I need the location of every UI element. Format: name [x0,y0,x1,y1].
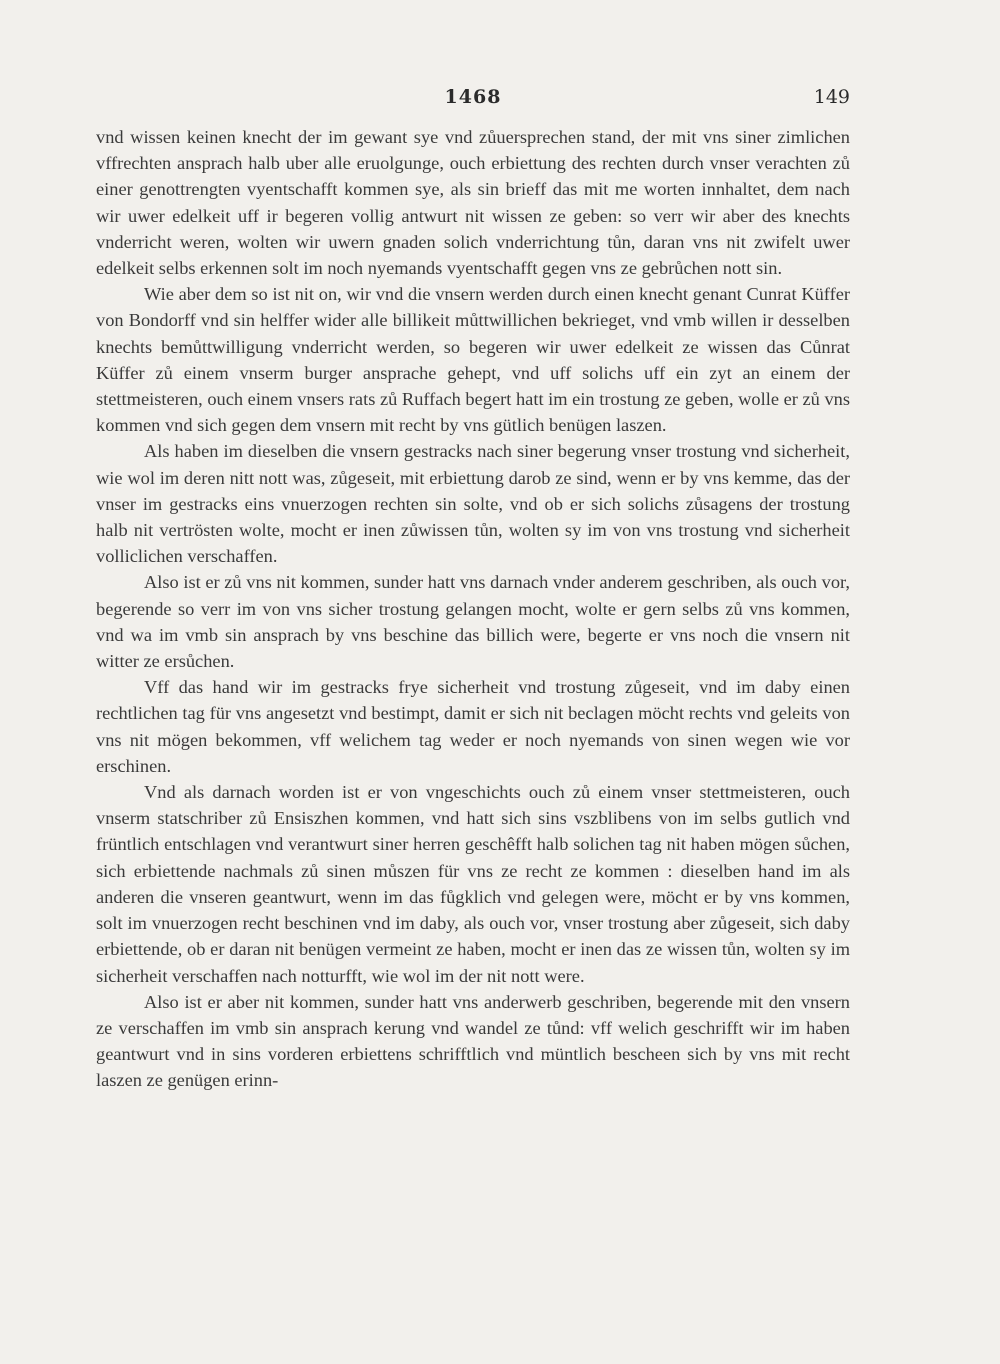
body-text [96,124,850,1094]
page-header [96,86,850,112]
paragraph-4: Also ist er zů vns nit kommen, sunder hatt vns darnach vnder anderem geschriben, als ouch vor, begerende so verr im von vns sicher trostung gelangen mocht, wolte er gern selbs zů vns kommen, vnd wa im vmb sin ansprach by vns beschine das billich were, begerte er vns noch die vnsern nit witter ze ersůchen. [96,572,850,672]
paragraph-5: Vff das hand wir im gestracks frye sicherheit vnd trostung zůgeseit, vnd im daby einen rechtlichen tag für vns angesetzt vnd bestimpt, damit er sich nit beclagen möcht rechts vnd geleits von vns nit mögen bekommen, vff welichem tag weder er noch nyemands von sinen wegen wie vor erschinen. [96,677,850,776]
paragraph-1: vnd wissen keinen knecht der im gewant sye vnd zůuersprechen stand, der mit vns siner zimlichen vffrechten ansprach halb uber alle eruolgunge, ouch erbiettung des rechten durch vnser verachten zů einer genottrengten vyentschafft kommen sye, als sin brieff das mit me worten innhaltet, dem nach wir uwer edelkeit uff ir begeren vollig antwurt nit wissen ze geben: so verr wir aber des knechts vnderricht weren, wolten wir uwern gnaden solich vnderrichtung tůn, daran vns nit zwifelt uwer edelkeit selbs erkennen solt im noch nyemands vyentschafft gegen vns ze gebrůchen nott sin. [96,127,850,279]
page-number: 149 [813,86,850,108]
paragraph-3: Als haben im dieselben die vnsern gestracks nach siner begerung vnser trostung vnd sicherheit, wie wol im deren nitt nott was, zůgeseit, mit erbiettung darob ze sind, wenn er by vns kemme, das der vnser im gestracks eins vnuerzogen rechten sin solte, vnd ob er sich solichs zůsagens der trostung halb nit vertrösten wolte, mocht er inen zůwissen tůn, wolten sy im von vns trostung vnd sicherheit volliclichen verschaffen. [96,441,850,567]
paragraph-7: Also ist er aber nit kommen, sunder hatt vns anderwerb geschriben, begerende mit den vnsern ze verschaffen im vmb sin ansprach kerung vnd wandel ze tůnd: vff welich geschrifft wir im haben geantwurt vnd in sins vorderen erbiettens schrifftlich vnd müntlich bescheen sich by vns mit recht laszen ze genügen erinn- [96,991,850,1091]
paragraph-2: Wie aber dem so ist nit on, wir vnd die vnsern werden durch einen knecht genant Cunrat Küffer von Bondorff vnd sin helffer wider alle billikeit můttwillichen bekrieget, vnd vmb willen ir desselben knechts bemůttwilligung vnderricht werden, so begeren wir uwer edelkeit ze wissen das Cůnrat Küffer zů einem vnserm burger ansprache gehept, vnd uff solichs uff ein zyt an einem der stettmeisteren, ouch einem vnsers rats zů Ruffach begert hatt im ein trostung ze geben, wolle er zů vns kommen vnd sich gegen dem vnsern mit recht by vns gütlich benügen laszen. [96,284,850,436]
header-year: 1468 [444,86,502,108]
paragraph-6: Vnd als darnach worden ist er von vngeschichts ouch zů einem vnser stettmeisteren, ouch vnserm statschriber zů Ensiszhen kommen, vnd hatt sich sins vszblibens von im selbs gutlich vnd früntlich entschlagen vnd verantwurt siner herren geschêfft halb solichen tag nit haben mögen sůchen, sich erbiettende nachmals zů sinen můszen für vns ze recht ze kommen : dieselben hand im als anderen die vnseren geantwurt, wenn im das fůgklich vnd gelegen were, möcht er by vns kommen, solt im vnuerzogen recht beschinen vnd im daby, als ouch vor, vnser trostung aber zůgeseit, sich daby erbiettende, ob er daran nit benügen vermeint ze haben, mocht er inen das ze wissen tůn, wolten sy im sicherheit verschaffen nach notturfft, wie wol im der nit nott were. [96,782,850,986]
